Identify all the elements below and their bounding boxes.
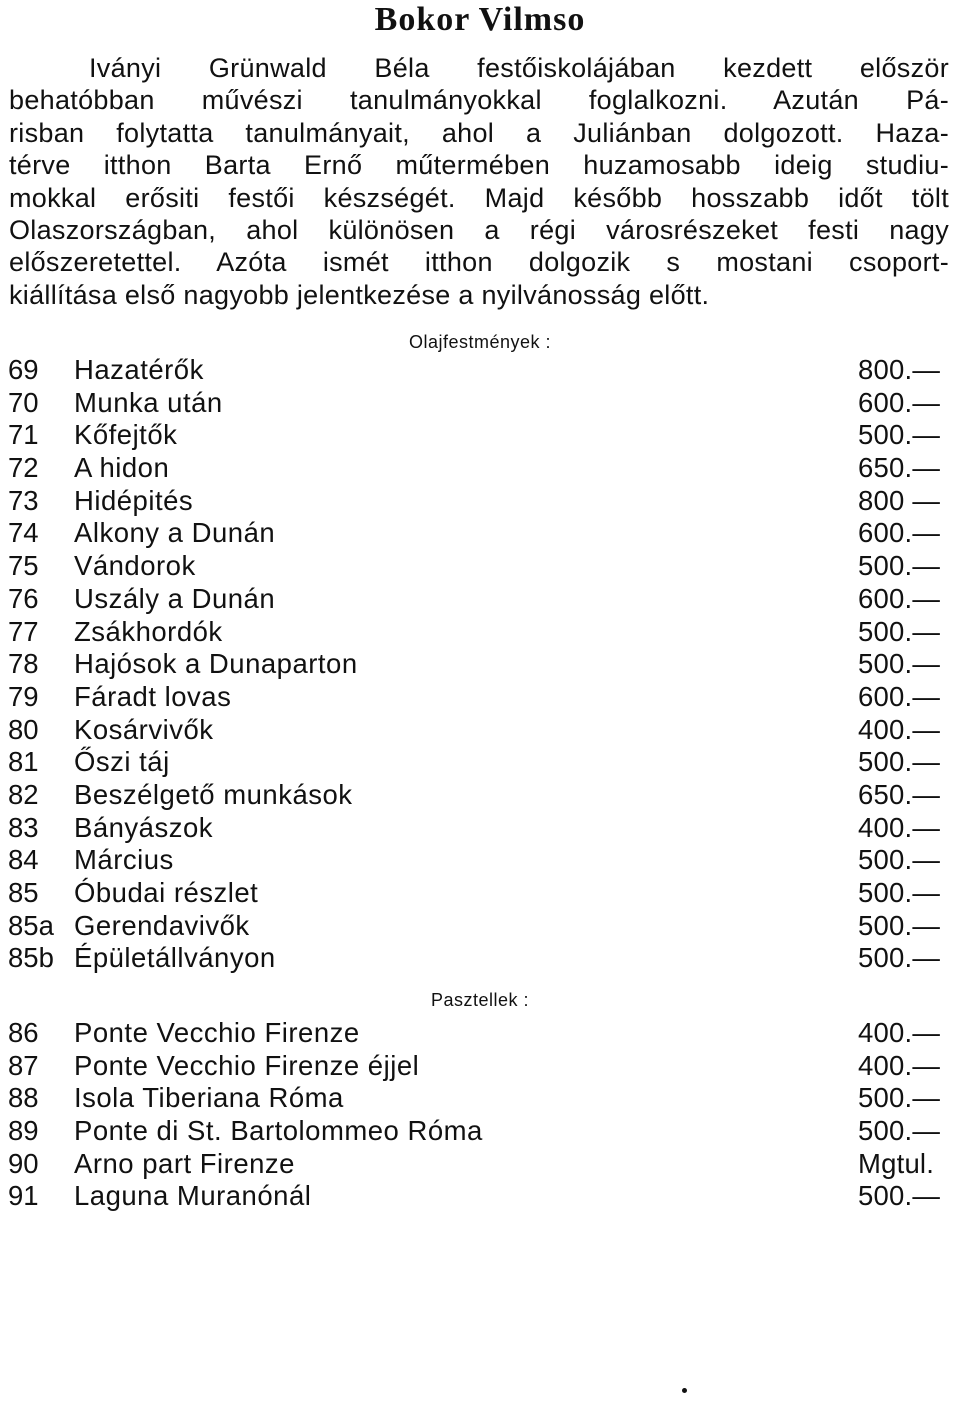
- catalog-number: 75: [8, 550, 39, 582]
- artwork-title: Vándorok: [74, 550, 196, 582]
- catalog-number: 84: [8, 844, 39, 876]
- catalog-row: [0, 387, 960, 420]
- catalog-number: 72: [8, 452, 39, 484]
- artwork-title: Őszi táj: [74, 746, 170, 778]
- stray-dot: [682, 1388, 687, 1393]
- catalog-row: [0, 942, 960, 975]
- catalog-number: 78: [8, 648, 39, 680]
- catalog-number: 90: [8, 1147, 39, 1179]
- artwork-title: Ponte Vecchio Firenze: [74, 1017, 360, 1048]
- catalog-number: 85a: [8, 909, 54, 941]
- pastels-list: [0, 1017, 960, 1213]
- artwork-price: 400.—: [858, 1017, 941, 1048]
- artwork-title: Isola Tiberiana Róma: [74, 1082, 344, 1114]
- artwork-price: 500.—: [858, 877, 941, 908]
- artwork-price: 500.—: [858, 746, 941, 778]
- catalog-number: 82: [8, 778, 39, 810]
- catalog-number: 85: [8, 877, 39, 908]
- catalog-number: 89: [8, 1115, 39, 1147]
- catalog-number: 83: [8, 811, 39, 843]
- paragraph-line: mokkal erősiti festői készségét. Majd később hosszabb időt tölt: [9, 182, 949, 213]
- artwork-title: Március: [74, 844, 174, 876]
- artwork-price: 800.—: [858, 354, 941, 385]
- paragraph-line: Iványi Grünwald Béla festőiskolájában kezdett először: [89, 53, 949, 83]
- catalog-row: [0, 910, 960, 943]
- catalog-number: 86: [8, 1017, 39, 1048]
- artwork-title: Hidépités: [74, 484, 194, 516]
- section-heading-pastels: Pasztellek :: [430, 990, 530, 1010]
- catalog-number: 85b: [8, 942, 54, 974]
- artwork-price: 600.—: [858, 680, 941, 712]
- artwork-price: 500.—: [858, 844, 941, 876]
- catalog-row: [0, 1115, 960, 1148]
- artwork-title: Laguna Muranónál: [74, 1180, 312, 1212]
- catalog-number: 69: [8, 354, 39, 385]
- artwork-title: Alkony a Dunán: [74, 517, 276, 549]
- catalog-row: [0, 1082, 960, 1115]
- artwork-title: Kőfejtők: [74, 419, 178, 451]
- catalog-number: 71: [8, 419, 39, 451]
- catalog-row: [0, 354, 960, 387]
- artwork-title: Hazatérők: [74, 354, 204, 385]
- artwork-price: 500.—: [858, 648, 941, 680]
- artwork-price: 500.—: [858, 942, 941, 974]
- artwork-price: 600.—: [858, 386, 941, 418]
- artwork-title: Arno part Firenze: [74, 1147, 295, 1179]
- artwork-title: Óbudai részlet: [74, 877, 259, 908]
- catalog-row: [0, 844, 960, 877]
- catalog-row: [0, 419, 960, 452]
- artist-title: Bokor Vilmso: [374, 1, 586, 38]
- artwork-price: 500.—: [858, 1082, 941, 1114]
- catalog-number: 87: [8, 1049, 39, 1081]
- catalog-number: 81: [8, 746, 39, 778]
- artwork-title: Uszály a Dunán: [74, 582, 276, 614]
- artwork-title: Munka után: [74, 386, 223, 418]
- artwork-price: Mgtul.: [858, 1147, 935, 1179]
- section-heading-oil-paintings: Olajfestmények :: [408, 332, 552, 352]
- artwork-price: 650.—: [858, 778, 941, 810]
- catalog-number: 88: [8, 1082, 39, 1114]
- artwork-title: Kosárvivők: [74, 713, 214, 745]
- catalog-row: [0, 779, 960, 812]
- catalog-row: [0, 1180, 960, 1213]
- catalog-row: [0, 746, 960, 779]
- artwork-price: 500.—: [858, 1115, 941, 1147]
- catalog-row: [0, 1148, 960, 1181]
- catalog-row: [0, 1017, 960, 1050]
- catalog-row: [0, 550, 960, 583]
- artwork-price: 600.—: [858, 582, 941, 614]
- catalog-number: 76: [8, 582, 39, 614]
- artwork-price: 800 —: [858, 484, 941, 516]
- artwork-price: 400.—: [858, 713, 941, 745]
- artwork-title: Ponte di St. Bartolommeo Róma: [74, 1115, 483, 1147]
- catalog-number: 91: [8, 1180, 39, 1212]
- catalog-row: [0, 681, 960, 714]
- biography-paragraph: [9, 52, 949, 311]
- catalog-row: [0, 485, 960, 518]
- artwork-title: Fáradt lovas: [74, 680, 232, 712]
- catalog-number: 79: [8, 680, 39, 712]
- artwork-price: 650.—: [858, 452, 941, 484]
- artwork-price: 600.—: [858, 517, 941, 549]
- paragraph-line: előszeretettel. Azóta ismét itthon dolgozik s mostani csoport-: [9, 247, 949, 278]
- artwork-title: Bányászok: [74, 811, 214, 843]
- artwork-title: Hajósok a Dunaparton: [74, 648, 358, 680]
- catalog-row: [0, 648, 960, 681]
- artwork-price: 500.—: [858, 419, 941, 451]
- catalog-row: [0, 812, 960, 845]
- catalog-number: 77: [8, 615, 39, 647]
- paragraph-line: Olaszországban, ahol különösen a régi városrészeket festi nagy: [9, 214, 949, 245]
- artwork-price: 500.—: [858, 1180, 941, 1212]
- paragraph-line: kiállítása első nagyobb jelentkezése a nyilvánosság előtt.: [9, 279, 710, 310]
- catalog-number: 74: [8, 517, 39, 549]
- catalog-row: [0, 714, 960, 747]
- catalog-row: [0, 583, 960, 616]
- artwork-title: Beszélgető munkások: [74, 778, 353, 810]
- catalog-row: [0, 452, 960, 485]
- artwork-price: 500.—: [858, 615, 941, 647]
- catalog-number: 70: [8, 386, 39, 418]
- artwork-title: Zsákhordók: [74, 615, 223, 647]
- catalog-row: [0, 1050, 960, 1083]
- paragraph-line: behatóbban művészi tanulmányokkal foglalkozni. Azután Pá-: [9, 85, 949, 116]
- paragraph-line: térve itthon Barta Ernő műtermében huzamosabb ideig studiu-: [9, 150, 949, 181]
- artwork-price: 500.—: [858, 909, 941, 941]
- artwork-title: Épületállványon: [74, 942, 276, 974]
- catalog-number: 80: [8, 713, 39, 745]
- catalog-row: [0, 877, 960, 910]
- artwork-price: 400.—: [858, 811, 941, 843]
- catalog-row: [0, 616, 960, 649]
- artwork-price: 400.—: [858, 1049, 941, 1081]
- paragraph-line: risban folytatta tanulmányait, ahol a Juliánban dolgozott. Haza-: [9, 117, 949, 148]
- catalog-row: [0, 517, 960, 550]
- artwork-title: Gerendavivők: [74, 909, 250, 941]
- artwork-price: 500.—: [858, 550, 941, 582]
- artwork-title: Ponte Vecchio Firenze éjjel: [74, 1049, 420, 1081]
- artwork-title: A hidon: [74, 452, 170, 484]
- oil-paintings-list: [0, 354, 960, 975]
- catalog-number: 73: [8, 484, 39, 516]
